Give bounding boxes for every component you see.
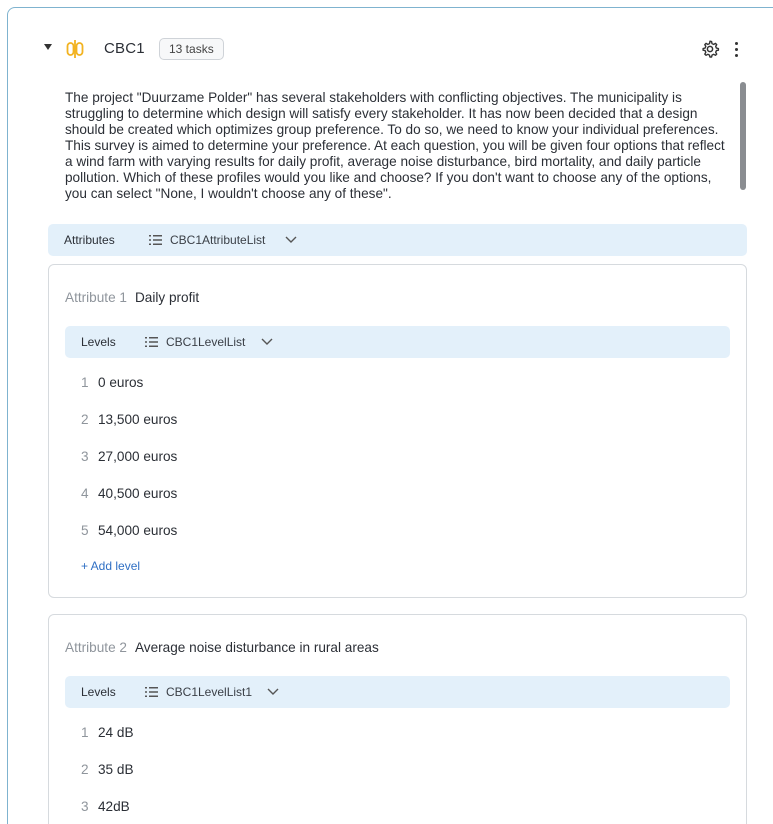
levels-label: Levels xyxy=(81,335,116,349)
gear-icon[interactable] xyxy=(700,39,720,59)
attribute-header xyxy=(65,290,199,305)
level-index: 4 xyxy=(81,486,89,501)
add-level-link[interactable]: + Add level xyxy=(81,559,141,573)
list-icon xyxy=(145,686,158,698)
level-text: 54,000 euros xyxy=(98,523,178,538)
level-index: 1 xyxy=(81,375,89,390)
level-index: 3 xyxy=(81,799,89,814)
description-box[interactable] xyxy=(65,90,733,205)
level-item[interactable] xyxy=(81,449,177,464)
description-scrollbar[interactable] xyxy=(740,82,746,190)
level-item[interactable] xyxy=(81,523,177,538)
level-item[interactable] xyxy=(81,799,130,814)
level-text: 40,500 euros xyxy=(98,486,178,501)
attribute-card-1 xyxy=(48,264,747,598)
chevron-down-icon[interactable] xyxy=(285,236,297,244)
level-text: 24 dB xyxy=(98,725,134,740)
level-item[interactable] xyxy=(81,486,177,501)
attribute-number: Attribute 2 xyxy=(65,640,127,655)
more-options-kebab-icon[interactable] xyxy=(728,40,744,58)
attributes-label: Attributes xyxy=(64,233,115,247)
level-item[interactable] xyxy=(81,375,143,390)
attribute-name[interactable]: Daily profit xyxy=(134,290,200,305)
level-index: 2 xyxy=(81,762,89,777)
tasks-badge: 13 tasks xyxy=(159,38,224,60)
attribute-list-selector[interactable]: CBC1AttributeList xyxy=(170,233,266,247)
level-item[interactable] xyxy=(81,412,177,427)
list-icon xyxy=(149,234,162,246)
collapse-caret-icon[interactable] xyxy=(44,44,52,50)
level-index: 2 xyxy=(81,412,89,427)
chevron-down-icon[interactable] xyxy=(267,688,279,696)
attribute-number: Attribute 1 xyxy=(65,290,127,305)
attribute-header xyxy=(65,640,379,655)
level-text: 0 euros xyxy=(98,375,144,390)
level-item[interactable] xyxy=(81,725,134,740)
block-header xyxy=(0,0,773,90)
level-index: 3 xyxy=(81,449,89,464)
chevron-down-icon[interactable] xyxy=(261,338,273,346)
level-text: 35 dB xyxy=(98,762,134,777)
level-list-selector[interactable]: CBC1LevelList xyxy=(166,335,246,349)
level-text: 42dB xyxy=(98,799,130,814)
attribute-name[interactable]: Average noise disturbance in rural areas xyxy=(134,640,379,655)
level-item[interactable] xyxy=(81,762,134,777)
levels-bar xyxy=(65,676,730,708)
level-index: 5 xyxy=(81,523,89,538)
list-icon xyxy=(145,336,158,348)
level-text: 13,500 euros xyxy=(98,412,178,427)
level-text: 27,000 euros xyxy=(98,449,178,464)
levels-label: Levels xyxy=(81,685,116,699)
block-title[interactable]: CBC1 xyxy=(104,40,145,57)
level-list-selector[interactable]: CBC1LevelList1 xyxy=(166,685,253,699)
description-text: The project "Duurzame Polder" has several stakeholders with conflicting objectives. The municipality is struggling to determine which design will satisfy every stakeholder. It has now been decided that a design should be created which optimizes group preference. To do so, we need to know your individual preferences. This survey is aimed to determine your preference. At each question, you will be given four options that reflect a wind farm with varying results for daily profit, average noise disturbance, bird mortality, and daily particle pollution. Which of these profiles would you like and choose? If you don't want to choose any of the options, you can select "None, I wouldn't choose any of these". xyxy=(65,90,725,201)
node-icon xyxy=(66,39,84,59)
levels-bar xyxy=(65,326,730,358)
level-index: 1 xyxy=(81,725,89,740)
attribute-card-2 xyxy=(48,614,747,824)
attributes-bar xyxy=(48,224,747,256)
